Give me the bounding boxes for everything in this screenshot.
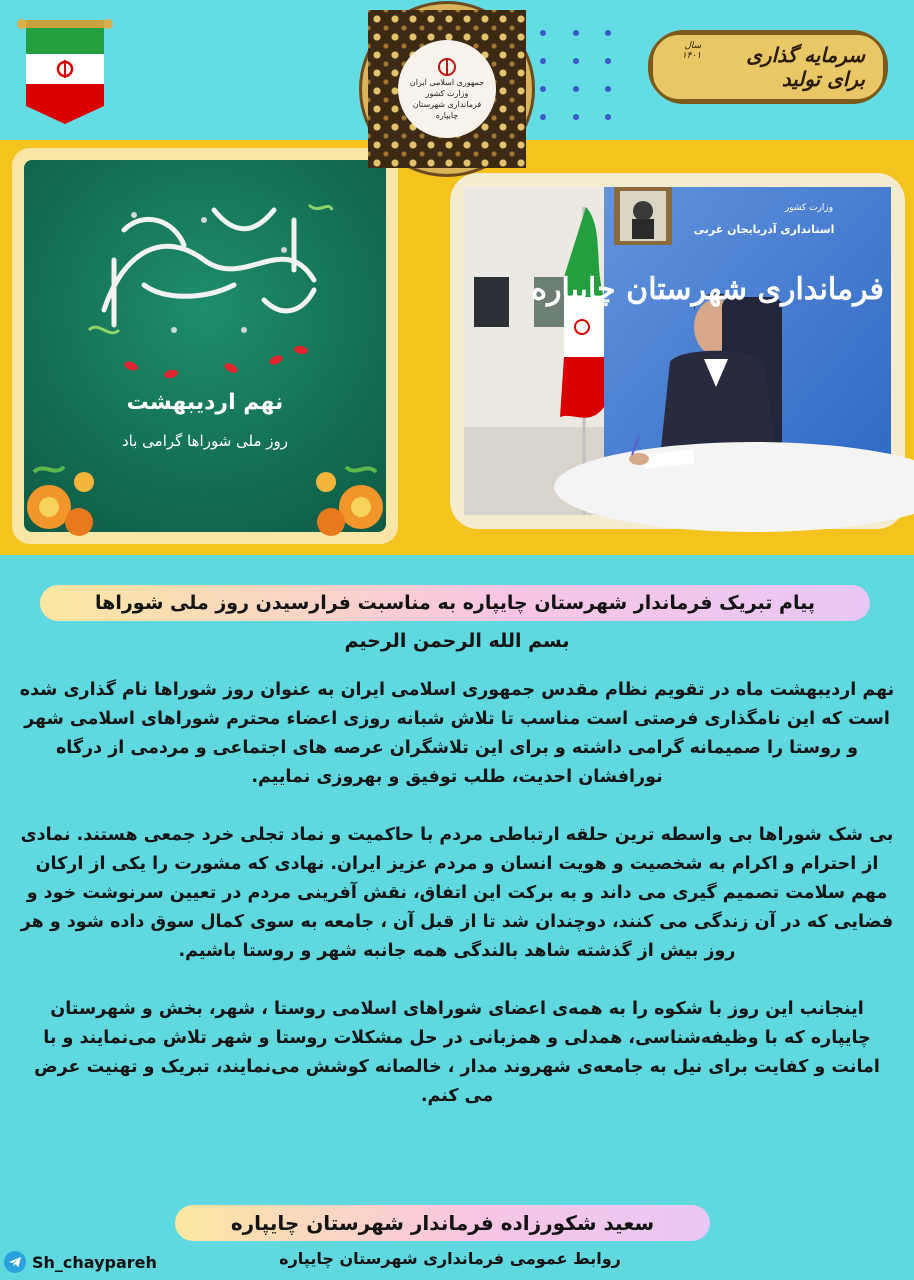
telegram-icon <box>4 1251 26 1273</box>
paragraph: بی شک شوراها بی واسطه ترین حلقه ارتباطی مردم با حاکمیت و نماد تجلی خرد جمعی هستند. نمادی از احترام و اکرام به شخصیت و هویت انسان و مردم عزیز ایران. نهادی که مشورت را یکی از ارکان مهم سلامت تصمیم گیری می داند و به برکت این اتفاق، نقش آفرینی مردم در تعیین سرنوشت خود و فضایی که در آن زندگی می کنند، دوچندان شد تا از قبل آن ، جامعه به سوی کمال سوق داده شود و هر روز بیش از گذشته شاهد بالندگی همه جانبه شهر و روستا باشیم. <box>20 825 894 961</box>
paragraph: اینجانب این روز با شکوه را به همه‌ی اعضای شوراهای اسلامی روستا ، شهر، بخش و شهرستان چایپاره که با وظیفه‌شناسی، همدلی و همزبانی در حل مشکلات روستا و شهر تلاش می‌نمایند و با امانت و کفایت برای نیل به جامعه‌ی شهروند مدار ، خالصانه کوشش می‌نمایند، تبریک و تهنیت عرض می کنم. <box>34 999 880 1106</box>
message-title <box>40 585 870 621</box>
ministry-emblem <box>362 4 532 174</box>
wall-small-text: استانداری آذربایجان غربی <box>693 223 835 236</box>
department-line: روابط عمومی فرمانداری شهرستان چایپاره <box>279 1249 621 1268</box>
header <box>0 0 914 140</box>
slogan-year: سال ۱۴۰۱ <box>681 41 702 61</box>
telegram-handle: Sh_chaypareh <box>32 1252 157 1272</box>
governor-photo <box>464 187 891 515</box>
bismillah: بسم الله الرحمن الرحیم <box>344 630 570 652</box>
governor-photo-card <box>450 173 905 529</box>
message-title-text: پیام تبریک فرماندار شهرستان چایپاره به مناسبت فرارسیدن روز ملی شوراها <box>95 592 815 614</box>
emblem-line: فرمانداری شهرستان چایپاره <box>412 100 482 120</box>
emblem-line: وزارت کشور <box>425 89 469 99</box>
wall-sign-text: فرمانداری شهرستان چایپاره <box>531 272 884 307</box>
greeting-subtitle: روز ملی شوراها گرامی باد <box>121 432 289 450</box>
office-scene-icon <box>464 187 891 515</box>
telegram-link[interactable] <box>4 1251 157 1273</box>
signature-text: سعید شکورزاده فرماندار شهرستان چایپاره <box>230 1211 655 1235</box>
wall-small-text: وزارت کشور <box>784 203 834 213</box>
iran-emblem-icon <box>436 56 458 78</box>
flower-ornament-icon <box>296 442 386 532</box>
emblem-line: جمهوری اسلامی ایران <box>409 78 485 88</box>
greeting-title: نهم اردیبهشت <box>126 390 284 415</box>
decorative-dots <box>540 30 620 130</box>
greeting-card <box>12 148 398 544</box>
signature <box>175 1205 710 1241</box>
year-slogan-plaque <box>648 30 888 104</box>
paragraph: نهم اردیبهشت ماه در تقویم نظام مقدس جمهوری اسلامی ایران به عنوان روز شوراها نام گذاری شده است که این نامگذاری فرصتی است مناسب تا تلاش شبانه روزی اعضاء محترم شوراهای اسلامی شهر و روستا را صمیمانه گرامی داشته و برای این تلاشگران عرصه های اجتماعی و مردمی از درگاه نورافشان احدیت، طلب توفیق و بهروزی نماییم. <box>19 680 895 787</box>
calligraphy-artwork-icon <box>84 190 334 350</box>
flower-ornament-icon <box>24 442 114 532</box>
slogan-text: سرمایه گذاری برای تولید <box>746 43 865 91</box>
iran-flag-banner-icon <box>18 18 112 126</box>
message-body <box>18 676 896 1140</box>
